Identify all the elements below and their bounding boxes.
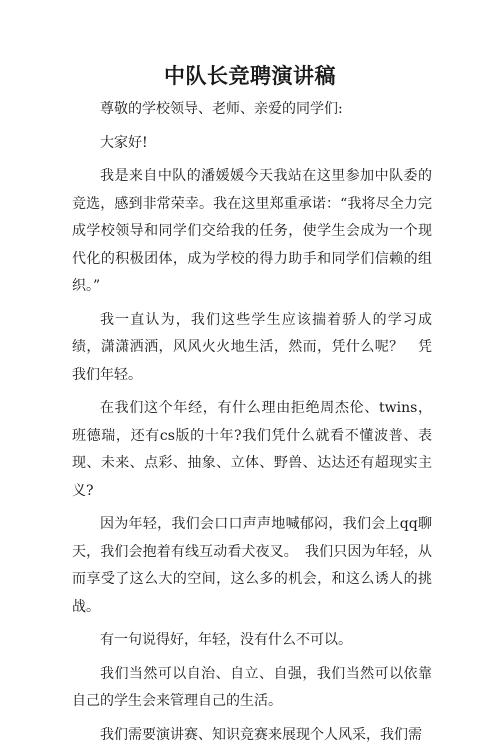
document-body bbox=[72, 96, 432, 755]
paragraph: 在我们这个年经，有什么理由拒绝周杰伦、twins，班德瑞，还有cs版的十年?我们凭什么就看不懂波普、表现、未来、点彩、抽象、立体、野兽、达达还有超现实主义? bbox=[72, 400, 432, 499]
document-title: 中队长竞聘演讲稿 bbox=[164, 63, 336, 88]
paragraph: 有一句说得好，年轻，没有什么不可以。 bbox=[100, 632, 352, 648]
paragraph-salutation: 尊敬的学校领导、老师、亲爱的同学们: bbox=[100, 101, 343, 117]
paragraph: 我一直认为，我们这些学生应该揣着骄人的学习成绩，潇潇洒洒，风风火火地生活，然而，凭什么呢？ 凭我们年轻。 bbox=[72, 311, 432, 383]
paragraph: 因为年轻，我们会口口声声地喊郁闷，我们会上qq聊天，我们会抱着有线互动看犬夜叉。 我们只因为年轻，从而享受了这么大的空间，这么多的机会，和这么诱人的挑战。 bbox=[72, 516, 432, 615]
paragraph: 我们当然可以自治、自立、自强，我们当然可以依靠自己的学生会来管理自己的生活。 bbox=[72, 665, 432, 709]
paragraph: 我是来自中队的潘媛媛今天我站在这里参加中队委的竞选，感到非常荣幸。我在这里郑重承诺：“我将尽全力完成学校领导和同学们交给我的任务，使学生会成为一个现代化的积极团体，成为学校的得力助手和同学们信赖的组织。” bbox=[72, 168, 432, 294]
paragraph: 我们需要演讲赛、知识竞赛来展现个人风采，我们需 bbox=[100, 726, 422, 743]
paragraph-greeting: 大家好! bbox=[100, 134, 148, 151]
